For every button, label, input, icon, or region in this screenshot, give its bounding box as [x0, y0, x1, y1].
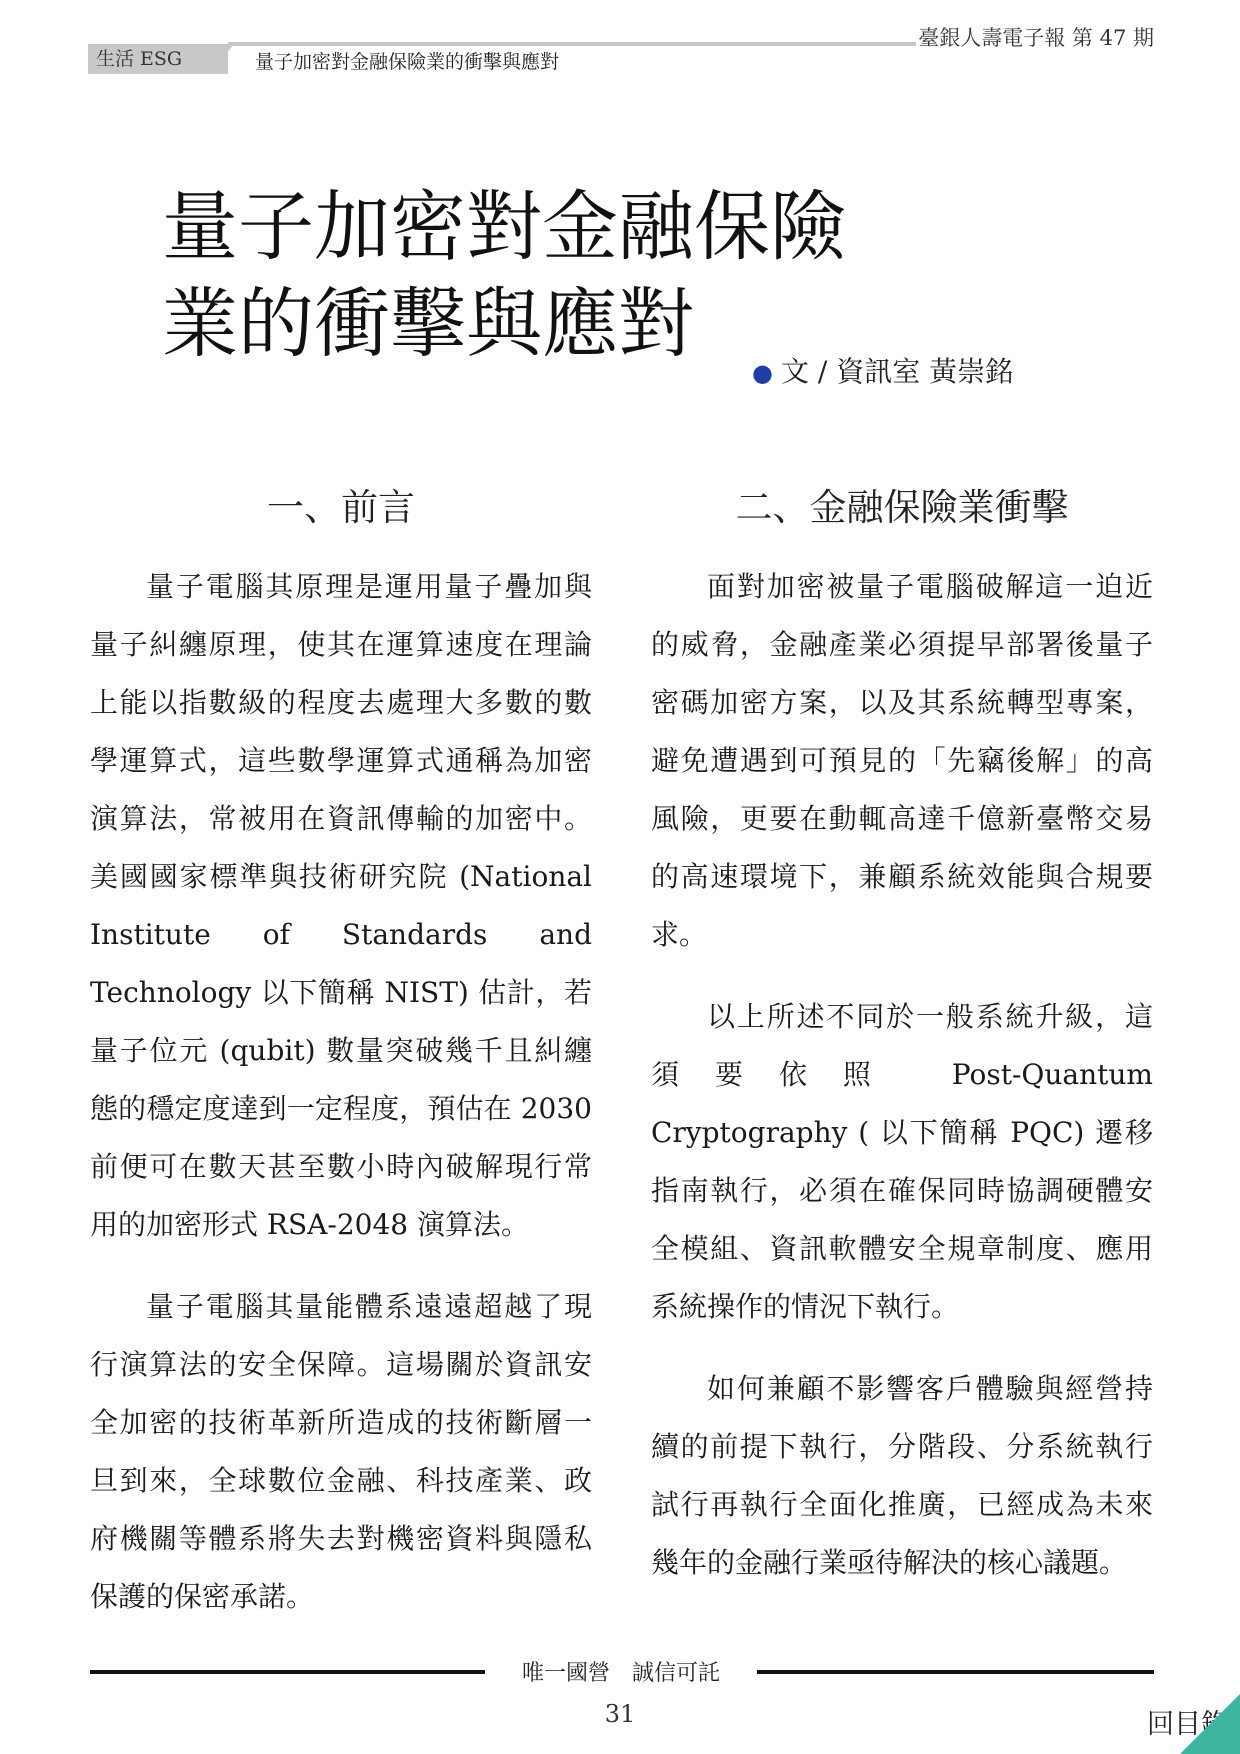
back-to-contents-link[interactable]: 回目錄 [1147, 1709, 1228, 1740]
paragraph: 如何兼顧不影響客戶體驗與經營持續的前提下執行，分階段、分系統執行試行再執行全面化推廣，已經成為未來幾年的金融行業亟待解決的核心議題。 [651, 1372, 1153, 1579]
column-right [651, 478, 1153, 1616]
page-number: 31 [604, 1700, 636, 1728]
footer-rule-left [90, 1670, 485, 1674]
paragraph: 面對加密被量子電腦破解這一迫近的威脅，金融產業必須提早部署後量子密碼加密方案，以及其系統轉型專案，避免遭遇到可預見的「先竊後解」的高風險，更要在動輒高達千億新臺幣交易的高速環境下，兼顧系統效能與合規要求。 [651, 570, 1153, 951]
section-heading-impact: 二、金融保險業衝擊 [735, 486, 1069, 529]
column-left [90, 478, 592, 1650]
title-line-1: 量子加密對金融保險 [162, 182, 846, 271]
header-rule [228, 42, 916, 46]
section-tag: 生活 ESG [88, 44, 228, 74]
title-line-2: 業的衝擊與應對 [162, 279, 694, 368]
paragraph: 量子電腦其原理是運用量子疊加與量子糾纏原理，使其在運算速度在理論上能以指數級的程度去處理大多數的數學運算式，這些數學運算式通稱為加密演算法，常被用在資訊傳輸的加密中。美國國家標準與技術研究院 (National Institute of Standards and Technology 以下簡稱 NIST) 估計，若量子位元 (qubit) 數量突破幾千且糾纏態的穩定度達到一定程度，預估在 2030 前便可在數天甚至數小時內破解現行常用的加密形式 RSA-2048 演算法。 [90, 570, 592, 1241]
section-tag-slant [210, 44, 234, 74]
paragraph: 以上所述不同於一般系統升級，這須要依照 Post-Quantum Cryptography ( 以下簡稱 PQC) 遷移指南執行，必須在確保同時協調硬體安全模組、資訊軟體安全規章制度、應用系統操作的情況下執行。 [651, 1000, 1153, 1323]
footer-rule-right [757, 1670, 1154, 1674]
corner-accent [1180, 1694, 1240, 1754]
paragraph: 量子電腦其量能體系遠遠超越了現行演算法的安全保障。這場關於資訊安全加密的技術革新所造成的技術斷層一旦到來，全球數位金融、科技產業、政府機關等體系將失去對機密資料與隱私保護的保密承諾。 [90, 1290, 592, 1613]
section-heading-intro: 一、前言 [267, 486, 415, 529]
article-title [162, 178, 846, 372]
footer-motto: 唯一國營 誠信可託 [521, 1661, 720, 1686]
issue-label: 臺銀人壽電子報 第 47 期 [918, 26, 1154, 50]
header-topic: 量子加密對金融保險業的衝擊與應對 [255, 51, 560, 73]
byline [752, 350, 1013, 390]
byline-text: 文 / 資訊室 黃崇銘 [780, 355, 1014, 388]
bullet-icon: ● [752, 359, 773, 387]
